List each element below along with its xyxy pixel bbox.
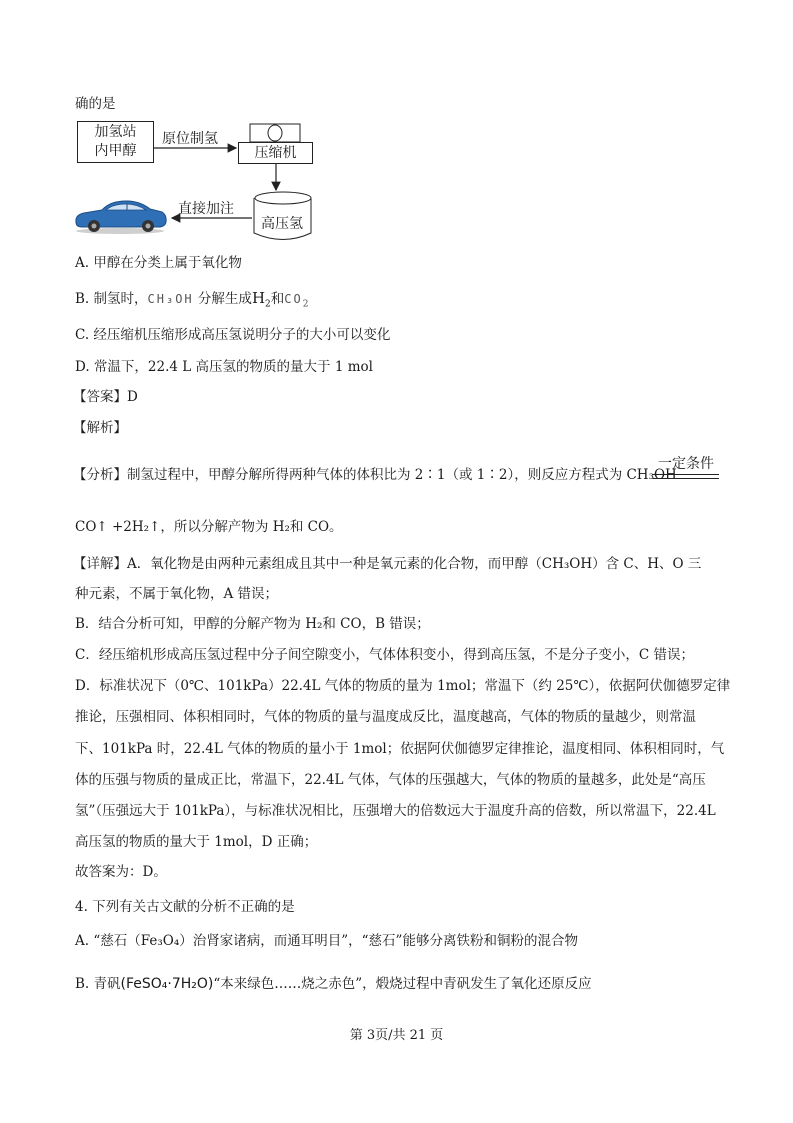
condition-label: 一定条件 [658, 456, 714, 472]
option-b: B. 制氢时，CH₃OH 分解生成$H_2$和$CO_2$ [75, 289, 309, 310]
q4-option-b-post: “本来绿色……烧之赤色”，煅烧过程中青矾发生了氧化还原反应 [213, 976, 592, 992]
reaction-arrow-line [653, 474, 719, 475]
reaction-condition [653, 453, 719, 473]
intro-text: 确的是 [75, 96, 116, 112]
detail-line-8: 体的压强与物质的量成正比，常温下，22.4L 气体，气体的压强越大，气体的物质的量越多，此处是“高压 [75, 772, 706, 788]
detail-line-2: 种元素，不属于氧化物，A 错误； [75, 586, 279, 602]
fenxi-line2: CO↑ +2H₂↑，所以分解产物为 H₂和 CO。 [75, 519, 343, 535]
detail-line-6: 推论，压强相同、体积相同时，气体的物质的量与温度成反比，温度越高，气体的物质的量越少，则常温 [75, 709, 696, 725]
answer-value: D [127, 389, 138, 405]
tank-label: 高压氢 [261, 216, 303, 232]
option-b-and: 和 [270, 291, 285, 307]
q4-option-b-prefix: B. 青矾 [75, 976, 121, 992]
car-icon [72, 196, 168, 236]
compressor-box [238, 142, 313, 164]
option-b-prefix: B. 制氢时， [75, 291, 148, 307]
option-d: D. 常温下，22.4 L 高压氢的物质的量大于 1 mol [75, 359, 373, 375]
answer [73, 388, 138, 406]
station-line2: 内甲醇 [94, 143, 137, 159]
q4-option-b [75, 975, 592, 993]
page-footer: 第 3页/共 21 页 [349, 1028, 444, 1043]
fenxi-text: 【分析】制氢过程中，甲醇分解所得两种气体的体积比为 2∶1（或 1∶2），则反应方程式为 CH₃OH [73, 467, 677, 483]
detail-line-7: 下、101kPa 时，22.4L 气体的物质的量小于 1mol；依据阿伏伽德罗定律推论，温度相同、体积相同时，气 [75, 741, 725, 757]
option-a: A. 甲醇在分类上属于氧化物 [75, 255, 242, 271]
q4-option-b-formula: (FeSO₄·7H₂O) [120, 976, 214, 992]
arrow2-label: 直接加注 [178, 201, 234, 217]
option-c: C. 经压缩机压缩形成高压氢说明分子的大小可以变化 [75, 327, 391, 343]
detail-line-3: B．结合分析可知，甲醇的分解产物为 H₂和 CO，B 错误； [75, 616, 430, 632]
detail-line-10: 高压氢的物质的量大于 1mol，D 正确； [75, 834, 318, 850]
option-b-co: CO [284, 292, 303, 306]
detail-line-4: C．经压缩机形成高压氢过程中分子间空隙变小，气体体积变小，得到高压氢，不是分子变小，C 错误； [75, 647, 694, 663]
compressor-label: 压缩机 [254, 145, 297, 161]
answer-label: 【答案】 [73, 389, 127, 405]
detail-line-11: 故答案为：D。 [75, 864, 167, 880]
arrow1-label: 原位制氢 [162, 131, 218, 147]
detail-line-1: 【详解】A．氧化物是由两种元素组成且其中一种是氧元素的化合物，而甲醇（CH₃OH）含 C、H、O 三 [73, 556, 702, 572]
option-b-formula: CH₃OH [147, 292, 194, 306]
station-line1: 加氢站 [94, 124, 137, 140]
q4-option-a: A. “慈石（Fe₃O₄）治肾家诸病，而通耳明目”，“慈石”能够分离铁粉和铜粉的混合物 [75, 933, 578, 949]
reaction-arrow-line2 [653, 478, 719, 479]
option-b-mid: 分解生成 [193, 291, 252, 307]
detail-line-5: D．标准状况下（0℃、101kPa）22.4L 气体的物质的量为 1mol；常温下（约 25℃），依据阿伏伽德罗定律 [75, 678, 731, 694]
detail-line-9: 氢”（压强远大于 101kPa），与标准状况相比，压强增大的倍数远大于温度升高的倍数，所以常温下，22.4L [75, 803, 716, 819]
option-b-h: H [251, 289, 266, 307]
q4-stem: 4. 下列有关古文献的分析不正确的是 [75, 899, 295, 915]
analysis-label: 【解析】 [73, 420, 127, 436]
